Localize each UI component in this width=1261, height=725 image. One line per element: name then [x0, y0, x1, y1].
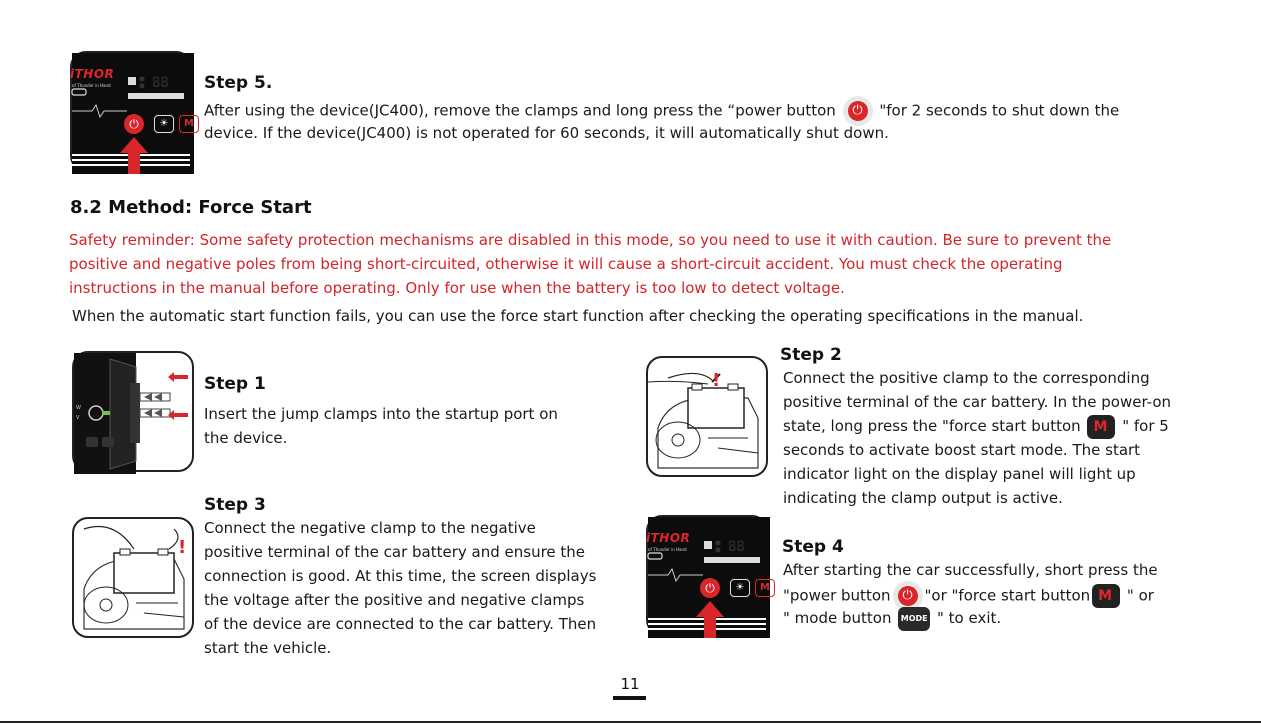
step4-line2-c: " or — [1122, 586, 1154, 605]
battery-positive-clamp-drawing — [648, 358, 770, 479]
step3-title: Step 3 — [204, 495, 266, 515]
step2-line2: positive terminal of the car battery. In the power-on — [783, 393, 1172, 411]
page-number-underline — [613, 696, 646, 700]
step2-line1: Connect the positive clamp to the corresponding — [783, 369, 1150, 387]
safety-line-2: positive and negative poles from being short-circuited, otherwise it will cause a short-circuit accident. You must check the operating — [69, 255, 1063, 273]
device-power-illustration-step4 — [646, 515, 768, 636]
device-tagline: of Thunder in Hand — [72, 83, 111, 88]
device-port-illustration — [72, 351, 194, 472]
step2-line6: indicating the clamp output is active. — [783, 489, 1063, 507]
step2-title: Step 2 — [780, 345, 842, 365]
step1-line1: Insert the jump clamps into the startup port on — [204, 405, 558, 423]
red-up-arrow-icon — [120, 137, 148, 174]
step4-title: Step 4 — [782, 537, 844, 557]
step4-line3-a: " mode button — [783, 609, 897, 627]
svg-text:88: 88 — [152, 75, 169, 91]
step4-line1: After starting the car successfully, short press the — [783, 561, 1158, 579]
force-start-m-icon: M — [755, 579, 775, 597]
svg-text:!: ! — [712, 370, 721, 391]
step3-line4: the voltage after the positive and negative clamps — [204, 591, 585, 609]
step5-line1-post: "for 2 seconds to shut down the — [874, 101, 1120, 120]
step1-title: Step 1 — [204, 374, 266, 394]
section-intro: When the automatic start function fails, you can use the force start function after checking the operating specifications in the manual. — [72, 307, 1084, 325]
step3-line5: of the device are connected to the car battery. Then — [204, 615, 597, 633]
bottom-rule — [0, 721, 1261, 723]
negative-clamp-battery-illustration — [72, 517, 194, 638]
step3-line1: Connect the negative clamp to the negative — [204, 519, 536, 537]
step1-line2: the device. — [204, 429, 288, 447]
red-up-arrow-icon — [696, 601, 724, 638]
power-icon: ⏻ — [124, 114, 144, 134]
step2-line3-post: " for 5 — [1117, 417, 1169, 435]
step2-line4: seconds to activate boost start mode. The start — [783, 441, 1141, 459]
step4-line3 — [783, 606, 1001, 631]
inline-mode-button-icon: MODE — [898, 607, 930, 631]
safety-line-1: Safety reminder: Some safety protection mechanisms are disabled in this mode, so you need to use it with caution. Be sure to prevent the — [69, 231, 1112, 249]
battery-negative-clamp-drawing — [74, 519, 196, 640]
safety-line-3: instructions in the manual before operating. Only for use when the battery is too low to detect voltage. — [69, 279, 845, 297]
jump-clamp-insertion-illustration — [74, 353, 196, 474]
step4-line3-b: " to exit. — [932, 609, 1002, 627]
svg-text:V: V — [76, 415, 80, 421]
device-brand-logo: iTHOR — [70, 67, 115, 81]
step5-title: Step 5. — [204, 73, 273, 93]
inline-power-icon: ⏻ — [843, 96, 873, 126]
step3-line3: connection is good. At this time, the screen displays — [204, 567, 597, 585]
step2-line5: indicator light on the display panel will light up — [783, 465, 1136, 483]
inline-force-start-m-icon: M — [1092, 584, 1120, 608]
step3-line6: start the vehicle. — [204, 639, 332, 657]
step5-line2: device. If the device(JC400) is not operated for 60 seconds, it will automatically shut down. — [204, 124, 889, 142]
page-number: 11 — [620, 675, 640, 693]
device-brand-logo: iTHOR — [646, 531, 691, 545]
step2-line3-pre: state, long press the "force start button — [783, 417, 1086, 435]
inline-power-icon: ⏻ — [893, 581, 923, 611]
svg-text:88: 88 — [728, 539, 745, 555]
light-icon: ☀ — [154, 115, 174, 133]
device-power-illustration-top — [70, 51, 192, 172]
power-icon: ⏻ — [700, 578, 720, 598]
inline-force-start-m-icon: M — [1087, 415, 1115, 439]
step5-line1-pre: After using the device(JC400), remove the clamps and long press the “power button — [204, 101, 841, 120]
section-title: 8.2 Method: Force Start — [70, 197, 312, 218]
step4-line2-a: "power button — [783, 586, 891, 605]
svg-text:W: W — [76, 405, 81, 411]
light-icon: ☀ — [730, 579, 750, 597]
force-start-m-icon: M — [179, 115, 199, 133]
step2-line3 — [783, 414, 1169, 439]
step4-line2-b: "or "force start button — [924, 586, 1091, 605]
svg-text:!: ! — [178, 537, 187, 558]
step3-line2: positive terminal of the car battery and ensure the — [204, 543, 586, 561]
positive-clamp-battery-illustration — [646, 356, 768, 477]
device-tagline: of Thunder in Hand — [648, 547, 687, 552]
